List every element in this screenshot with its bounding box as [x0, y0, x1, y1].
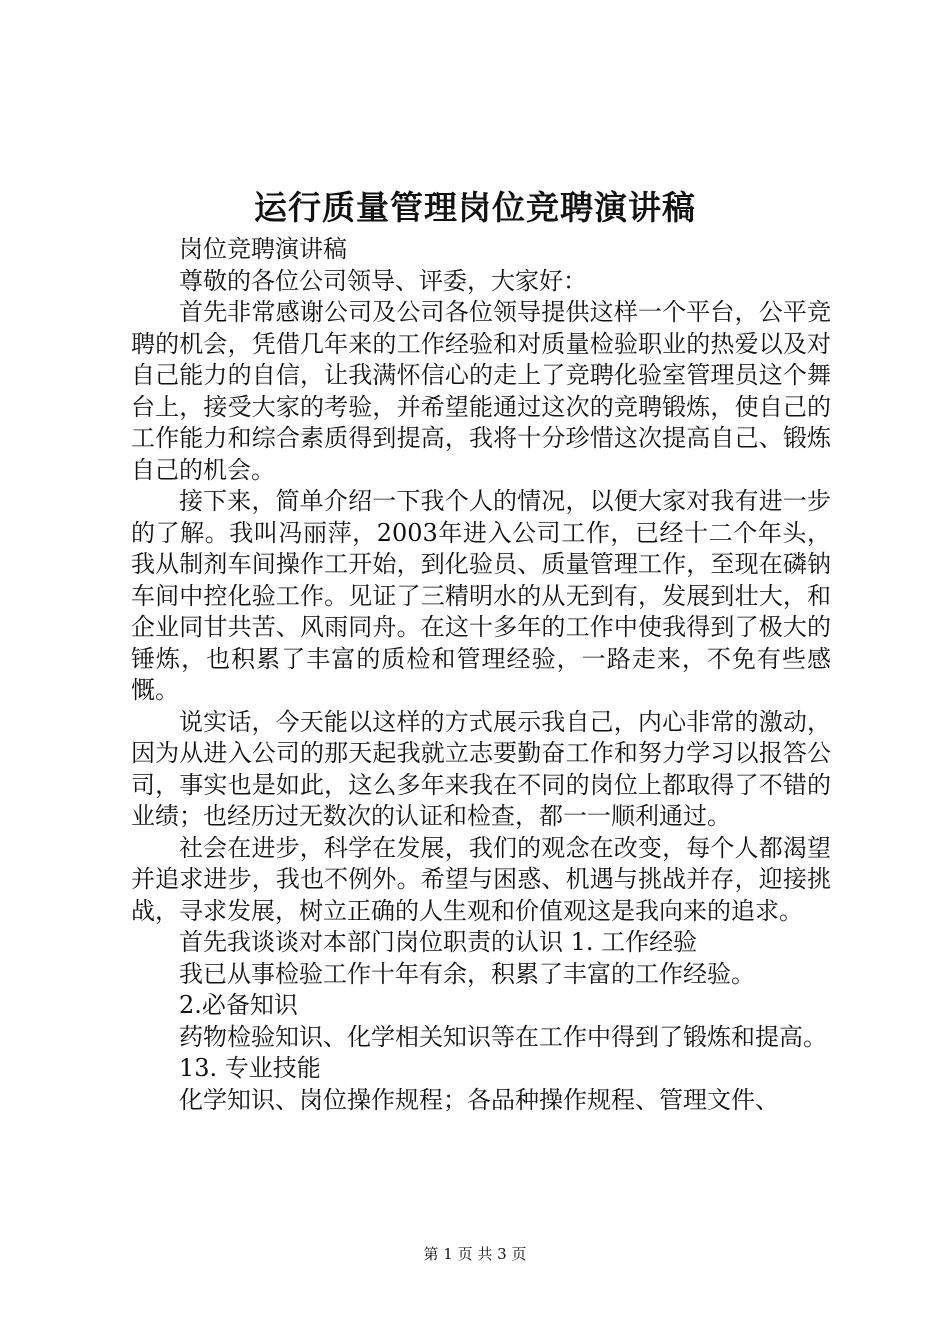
paragraph-skills-heading: 13. 专业技能: [179, 1054, 321, 1082]
paragraph-greeting: 尊敬的各位公司领导、评委，大家好：: [179, 266, 587, 295]
document-title: 运行质量管理岗位竞聘演讲稿: [254, 188, 696, 227]
paragraph-honesty: 说实话，今天能以这样的方式展示我自己，内心非常的激动，因为从进入公司的那天起我就立志要勤奋工作和努力学习以报答公司，事实也是如此，这么多年来我在不同的岗位上都取得了不错的业绩；也经历过无数次的认证和检查，都一一顺利通过。: [131, 707, 831, 830]
paragraph-thanks: 首先非常感谢公司及公司各位领导提供这样一个平台，公平竞聘的机会，凭借几年来的工作经验和对质量检验职业的热爱以及对自己能力的自信，让我满怀信心的走上了竞聘化验室管理员这个舞台上，接受大家的考验，并希望能通过这次的竞聘锻炼，使自己的工作能力和综合素质得到提高，我将十分珍惜这次提高自己、锻炼自己的机会。: [131, 298, 831, 484]
page-footer: 第 1 页 共 3 页: [423, 1245, 527, 1263]
paragraph-progress: 社会在进步，科学在发展，我们的观念在改变，每个人都渴望并追求进步，我也不例外。希望与困惑、机遇与挑战并存，迎接挑战，寻求发展，树立正确的人生观和价值观这是我向来的追求。: [131, 833, 831, 925]
paragraph-introduction: 接下来，简单介绍一下我个人的情况，以便大家对我有进一步的了解。我叫冯丽萍，2003年进入公司工作，已经十二个年头，我从制剂车间操作工开始，到化验员、质量管理工作，至现在磷钠车间中控化验工作。见证了三精明水的从无到有，发展到壮大，和企业同甘共苦、风雨同舟。在这十多年的工作中使我得到了极大的锤炼，也积累了丰富的质检和管理经验，一路走来，不免有些感慨。: [131, 487, 831, 704]
paragraph-experience: 我已从事检验工作十年有余，积累了丰富的工作经验。: [179, 959, 755, 988]
document-body: [131, 234, 831, 1116]
paragraph-subtitle: 岗位竞聘演讲稿: [179, 235, 347, 263]
paragraph-knowledge-heading: 2.必备知识: [179, 991, 298, 1019]
paragraph-skills: 化学知识、岗位操作规程；各品种操作规程、管理文件、: [179, 1085, 779, 1114]
paragraph-knowledge: 药物检验知识、化学相关知识等在工作中得到了锻炼和提高。: [179, 1022, 827, 1051]
paragraph-duties-heading: 首先我谈谈对本部门岗位职责的认识 1. 工作经验: [179, 928, 698, 956]
